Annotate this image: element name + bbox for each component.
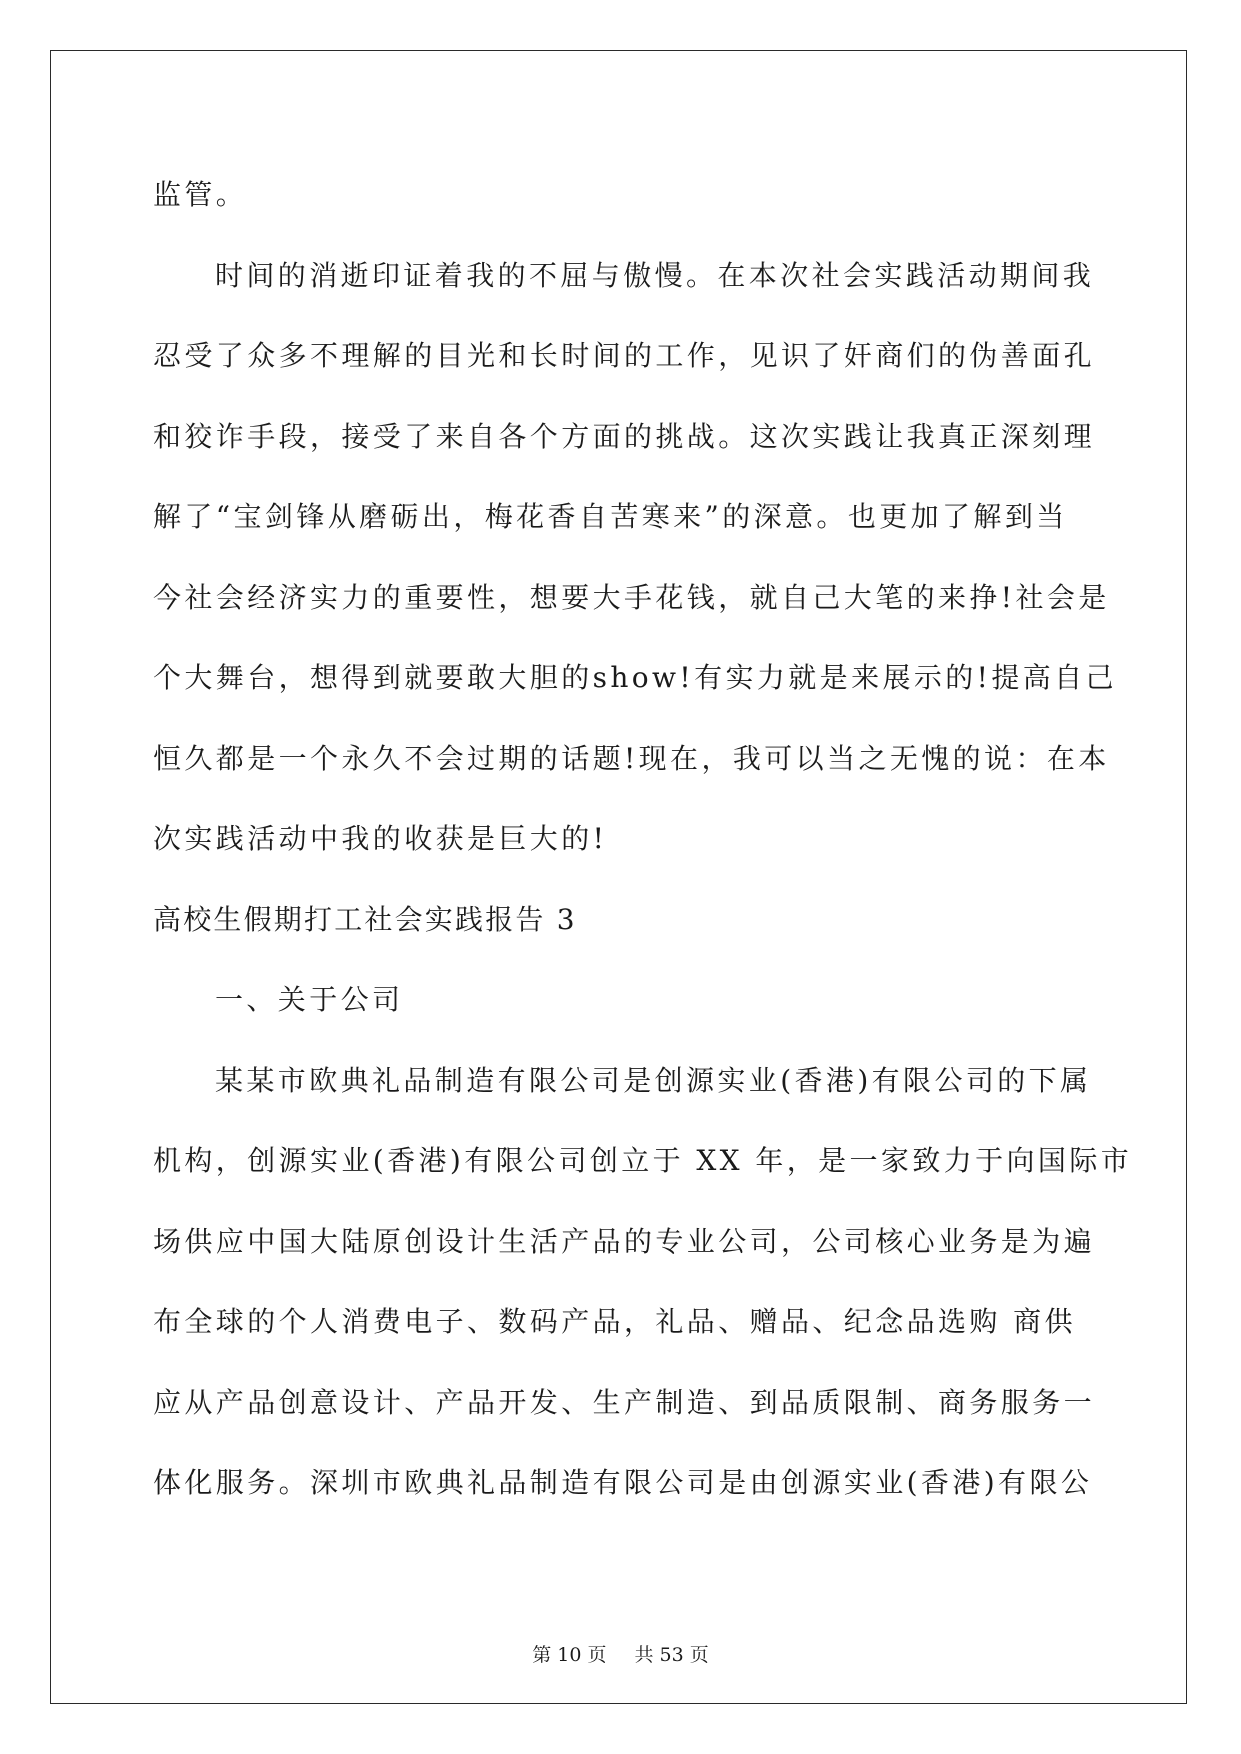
text-line: 解了“宝剑锋从磨砺出，梅花香自苦寒来”的深意。也更加了解到当: [153, 500, 1068, 533]
text-line: 某某市欧典礼品制造有限公司是创源实业(香港)有限公司的下属: [215, 1063, 1092, 1097]
current-page-number: 第 10 页: [532, 1644, 607, 1666]
text-line: 忍受了众多不理解的目光和长时间的工作，见识了奸商们的伪善面孔: [153, 339, 1096, 372]
text-line: 次实践活动中我的收获是巨大的!: [153, 822, 608, 855]
page-footer: [0, 1640, 1241, 1667]
text-line: 恒久都是一个永久不会过期的话题!现在，我可以当之无愧的说：在本: [153, 741, 1110, 775]
text-line: 应从产品创意设计、产品开发、生产制造、到品质限制、商务服务一: [153, 1385, 1096, 1419]
total-page-count: 共 53 页: [634, 1644, 709, 1666]
text-line: 今社会经济实力的重要性，想要大手花钱，就自己大笔的来挣!社会是: [153, 580, 1110, 614]
subsection-heading: 一、关于公司: [215, 983, 404, 1016]
text-line: 个大舞台，想得到就要敢大胆的show!有实力就是来展示的!提高自己: [153, 661, 1117, 694]
text-line: 布全球的个人消费电子、数码产品，礼品、赠品、纪念品选购 商供: [153, 1305, 1076, 1338]
text-line: 机构，创源实业(香港)有限公司创立于 XX 年，是一家致力于向国际市: [153, 1144, 1133, 1177]
text-line: 体化服务。深圳市欧典礼品制造有限公司是由创源实业(香港)有限公: [153, 1466, 1093, 1499]
document-body: [153, 155, 1133, 1524]
text-line: 监管。: [153, 178, 248, 211]
text-line: 场供应中国大陆原创设计生活产品的专业公司，公司核心业务是为遍: [153, 1224, 1096, 1258]
section-heading: 高校生假期打工社会实践报告 3: [153, 902, 577, 936]
text-line: 和狡诈手段，接受了来自各个方面的挑战。这次实践让我真正深刻理: [153, 419, 1096, 453]
text-line: 时间的消逝印证着我的不屈与傲慢。在本次社会实践活动期间我: [215, 258, 1095, 292]
